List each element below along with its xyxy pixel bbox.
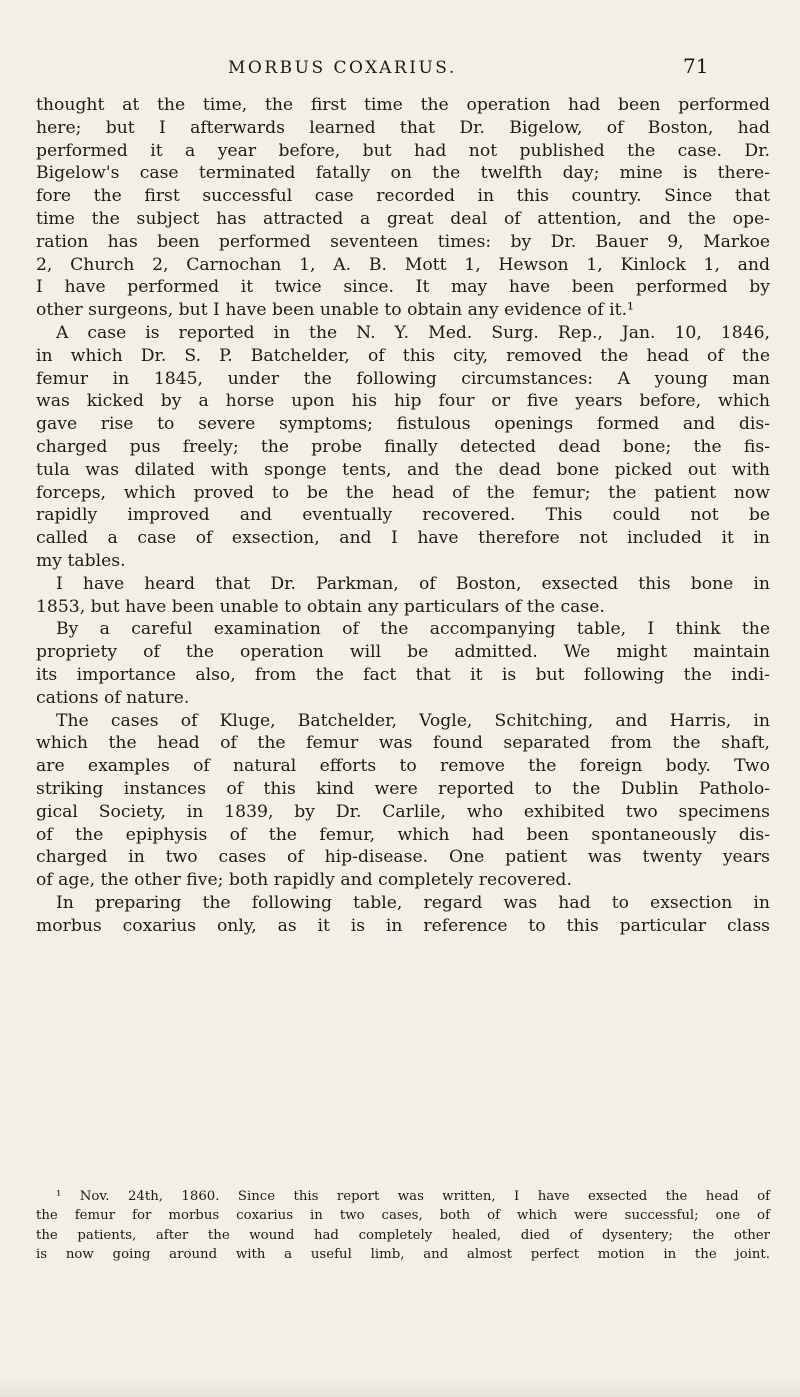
text-line: of age, the other five; both rapidly and completely recovered. — [36, 870, 572, 891]
text-line: gical Society, in 1839, by Dr. Carlile, who exhibited two specimens — [36, 801, 770, 822]
text-line: cations of nature. — [36, 687, 190, 708]
footnote-line: is now going around with a useful limb, and almost perfect motion in the joint. — [36, 1246, 770, 1262]
text-line: in which Dr. S. P. Batchelder, of this city, removed the head of the — [36, 345, 770, 366]
text-line: rapidly improved and eventually recovered. This could not be — [36, 505, 770, 526]
footnote — [36, 1187, 770, 1264]
body-text — [36, 94, 770, 937]
text-line: gave rise to severe symptoms; fistulous openings formed and dis- — [36, 414, 770, 435]
footnote-line: ¹ Nov. 24th, 1860. Since this report was written, I have exsected the head of — [56, 1189, 770, 1204]
text-line: Bigelow's case terminated fatally on the twelfth day; mine is there- — [36, 163, 770, 184]
text-line: I have performed it twice since. It may have been performed by — [36, 277, 770, 298]
text-line: striking instances of this kind were reported to the Dublin Patholo- — [36, 778, 770, 799]
text-line: forceps, which proved to be the head of the femur; the patient now — [36, 482, 770, 503]
text-line: was kicked by a horse upon his hip four or five years before, which — [36, 391, 770, 412]
text-line: propriety of the operation will be admitted. We might maintain — [36, 642, 770, 663]
text-line: performed it a year before, but had not published the case. Dr. — [36, 140, 770, 161]
text-line: fore the first successful case recorded in this country. Since that — [36, 186, 770, 207]
text-line: The cases of Kluge, Batchelder, Vogle, Schitching, and Harris, in — [56, 710, 770, 731]
text-line: charged pus freely; the probe finally detected dead bone; the fis- — [36, 436, 770, 457]
text-line: ration has been performed seventeen times: by Dr. Bauer 9, Markoe — [36, 231, 770, 252]
text-line: thought at the time, the first time the operation had been performed — [36, 95, 770, 115]
page-number: 71 — [683, 54, 709, 78]
text-line: which the head of the femur was found separated from the shaft, — [36, 733, 770, 754]
text-line: femur in 1845, under the following circumstances: A young man — [36, 368, 770, 389]
text-line: here; but I afterwards learned that Dr. Bigelow, of Boston, had — [36, 117, 770, 138]
page-header — [0, 54, 800, 84]
text-line: charged in two cases of hip-disease. One patient was twenty years — [36, 847, 770, 868]
text-line: time the subject has attracted a great deal of attention, and the ope- — [36, 208, 770, 229]
footnote-line: the patients, after the wound had completely healed, died of dysentery; the other — [36, 1227, 770, 1243]
text-line: In preparing the following table, regard was had to exsection in — [56, 892, 770, 913]
text-line: 2, Church 2, Carnochan 1, A. B. Mott 1, Hewson 1, Kinlock 1, and — [36, 254, 770, 275]
footnote-line: the femur for morbus coxarius in two cases, both of which were successful; one of — [36, 1208, 770, 1224]
text-line: I have heard that Dr. Parkman, of Boston, exsected this bone in — [56, 573, 770, 594]
text-line: are examples of natural efforts to remove the foreign body. Two — [36, 756, 770, 777]
text-line: A case is reported in the N. Y. Med. Surg. Rep., Jan. 10, 1846, — [56, 322, 770, 343]
text-line: its importance also, from the fact that it is but following the indi- — [36, 664, 770, 685]
running-title: MORBUS COXARIUS. — [228, 58, 457, 78]
text-line: 1853, but have been unable to obtain any particulars of the case. — [36, 596, 605, 617]
text-line: By a careful examination of the accompanying table, I think the — [56, 619, 770, 640]
text-line: called a case of exsection, and I have therefore not included it in — [36, 528, 770, 549]
text-line: tula was dilated with sponge tents, and the dead bone picked out with — [36, 459, 770, 480]
text-line: of the epiphysis of the femur, which had been spontaneously dis- — [36, 824, 770, 845]
page-edge-shadow — [0, 1377, 800, 1397]
text-line: other surgeons, but I have been unable to obtain any evidence of it.¹ — [36, 300, 634, 321]
text-line: my tables. — [36, 550, 126, 571]
text-line: morbus coxarius only, as it is in reference to this particular class — [36, 915, 770, 936]
